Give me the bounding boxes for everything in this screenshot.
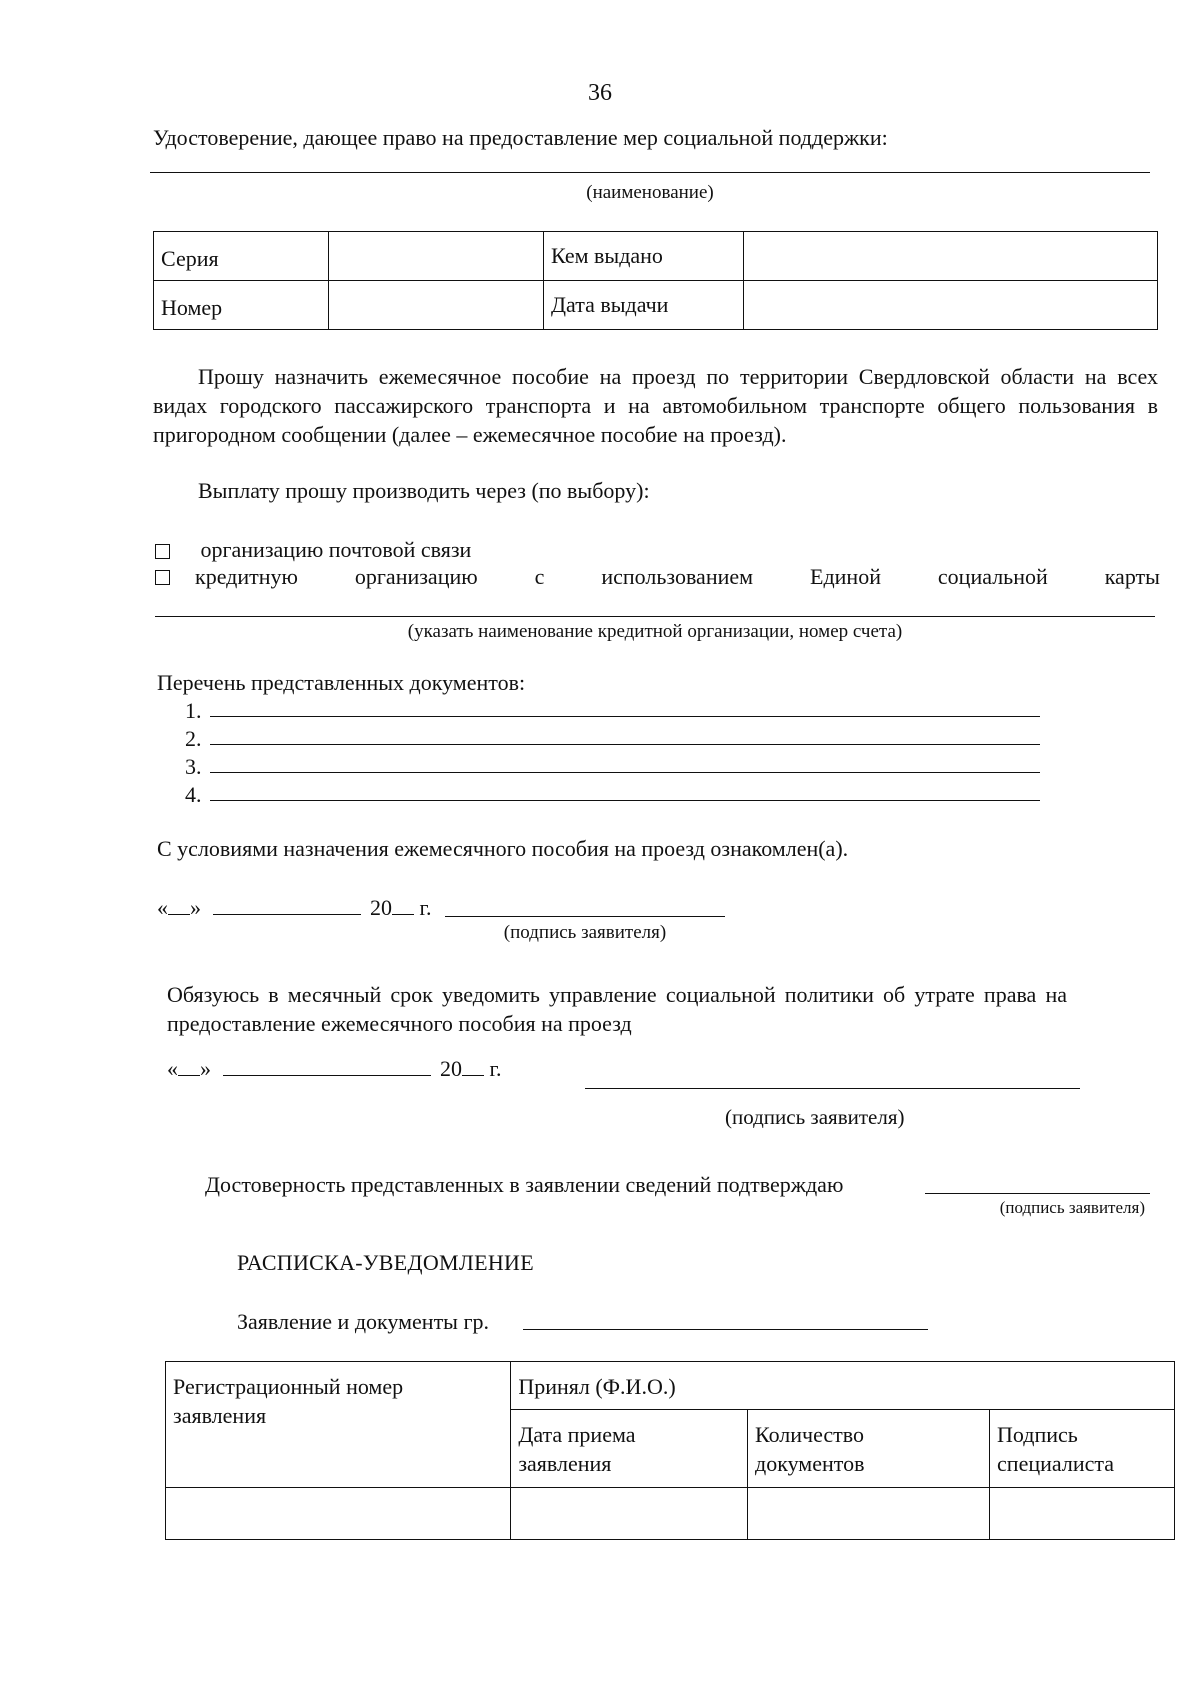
- day-blank[interactable]: [168, 914, 190, 915]
- accepted-by-header: Принял (Ф.И.О.): [511, 1362, 1175, 1410]
- credit-org-line[interactable]: [155, 616, 1155, 617]
- series-value[interactable]: [329, 232, 544, 281]
- number-label: Номер: [154, 281, 329, 330]
- date-close-quote: »: [190, 895, 201, 920]
- credit-caption: (указать наименование кредитной организации, номер счета): [407, 621, 903, 642]
- document-item: [185, 698, 202, 724]
- year-suffix: г.: [419, 895, 432, 920]
- conditions-text: С условиями назначения ежемесячного пособия на проезд ознакомлен(а).: [157, 836, 849, 861]
- request-paragraph: [153, 362, 1158, 449]
- confirmation-signature-line[interactable]: [925, 1193, 1150, 1194]
- date-open-quote: «: [167, 1056, 178, 1081]
- reg-number-header: Регистрационный номер заявления: [166, 1362, 511, 1488]
- credit-word: социальной: [937, 564, 1048, 589]
- number-value[interactable]: [329, 281, 544, 330]
- certificate-heading: Удостоверение, дающее право на предоставление мер социальной поддержки:: [153, 125, 888, 150]
- confirmation-text: Достоверность представленных в заявлении сведений подтверждаю: [205, 1172, 844, 1197]
- payment-heading: Выплату прошу производить через (по выбору):: [198, 478, 650, 503]
- confirmation-signature-caption: (подпись заявителя): [999, 1198, 1145, 1217]
- issued-by-value[interactable]: [744, 232, 1158, 281]
- date-open-quote: «: [157, 895, 168, 920]
- document-item: [185, 754, 202, 780]
- issue-date-label: Дата выдачи: [544, 281, 744, 330]
- obligation-signature-line[interactable]: [585, 1088, 1080, 1089]
- credit-checkbox[interactable]: [155, 570, 170, 585]
- post-label: организацию почтовой связи: [200, 537, 472, 562]
- conditions-signature-line[interactable]: [445, 916, 725, 917]
- year-suffix: г.: [489, 1056, 502, 1081]
- document-line[interactable]: [210, 744, 1040, 745]
- certificate-name-line[interactable]: [150, 172, 1150, 173]
- payment-option-post: [155, 537, 1055, 563]
- obligation-date-row: [167, 1056, 502, 1082]
- issue-date-value[interactable]: [744, 281, 1158, 330]
- documents-heading: Перечень представленных документов:: [157, 670, 526, 695]
- credit-word: с: [534, 564, 545, 589]
- receipt-applicant-line[interactable]: [523, 1329, 928, 1330]
- month-blank[interactable]: [213, 914, 361, 915]
- post-checkbox[interactable]: [155, 544, 170, 559]
- document-line[interactable]: [210, 716, 1040, 717]
- document-number: 2.: [185, 726, 202, 751]
- request-text: Прошу назначить ежемесячное пособие на проезд по территории Свердловской области на всех видах городского пассажирского транспорта и на автомобильном транспорте общего пользования в пригородном сообщении (далее – ежемесячное пособие на проезд).: [153, 364, 1158, 447]
- conditions-date-row: [157, 895, 432, 921]
- year-prefix: 20: [440, 1056, 462, 1081]
- doc-count-cell[interactable]: [748, 1488, 990, 1540]
- credit-label: [195, 564, 1160, 590]
- year-prefix: 20: [370, 895, 392, 920]
- document-line[interactable]: [210, 800, 1040, 801]
- certificate-name-caption: (наименование): [586, 182, 714, 203]
- year-blank[interactable]: [462, 1075, 484, 1076]
- day-blank[interactable]: [178, 1075, 200, 1076]
- specialist-signature-cell[interactable]: [990, 1488, 1175, 1540]
- date-received-header: Дата приема заявления: [511, 1410, 748, 1488]
- obligation-paragraph: [167, 980, 1067, 1038]
- document-number: 1.: [185, 698, 202, 723]
- page-number: 36: [588, 80, 612, 106]
- document-number: 4.: [185, 782, 202, 807]
- issued-by-label: Кем выдано: [544, 232, 744, 281]
- credit-word: использованием: [601, 564, 754, 589]
- document-line[interactable]: [210, 772, 1040, 773]
- obligation-text: Обязуюсь в месячный срок уведомить управление социальной политики об утрате права на предоставление ежемесячного пособия на проезд: [167, 982, 1067, 1036]
- credit-word: кредитную: [195, 564, 298, 589]
- payment-option-credit: [155, 564, 1160, 590]
- specialist-signature-header: Подпись специалиста: [990, 1410, 1175, 1488]
- conditions-signature-caption: (подпись заявителя): [503, 922, 667, 943]
- receipt-title: РАСПИСКА-УВЕДОМЛЕНИЕ: [237, 1250, 534, 1275]
- certificate-table: [153, 231, 1158, 330]
- series-label: Серия: [154, 232, 329, 281]
- month-blank[interactable]: [223, 1075, 431, 1076]
- credit-word: организацию: [354, 564, 478, 589]
- credit-word: Единой: [810, 564, 881, 589]
- document-number: 3.: [185, 754, 202, 779]
- obligation-signature-caption: (подпись заявителя): [725, 1105, 905, 1129]
- document-item: [185, 782, 202, 808]
- receipt-applicant-text: Заявление и документы гр.: [237, 1309, 489, 1334]
- document-item: [185, 726, 202, 752]
- credit-word: карты: [1104, 564, 1160, 589]
- date-received-cell[interactable]: [511, 1488, 748, 1540]
- receipt-table: [165, 1361, 1175, 1540]
- year-blank[interactable]: [392, 914, 414, 915]
- reg-number-cell[interactable]: [166, 1488, 511, 1540]
- date-close-quote: »: [200, 1056, 211, 1081]
- doc-count-header: Количество документов: [748, 1410, 990, 1488]
